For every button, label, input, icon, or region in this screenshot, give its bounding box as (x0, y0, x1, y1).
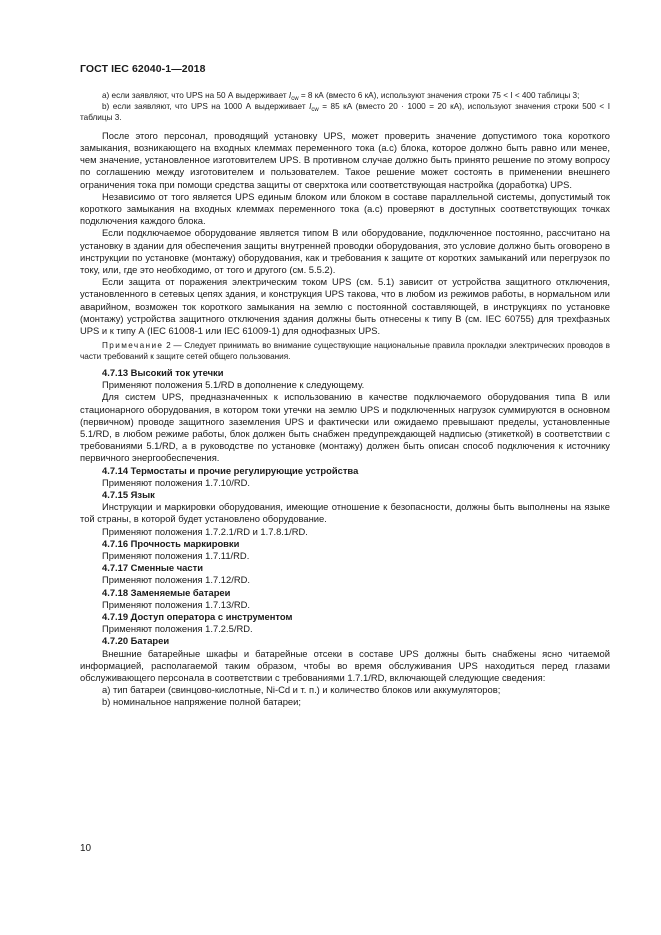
heading-4-7-18: 4.7.18 Заменяемые батареи (102, 586, 231, 598)
page-number: 10 (80, 843, 92, 854)
note-2: Примечание 2 — Следует принимать во внимание существующие национальные правила прокладки электрических проводов в части требований к защите сетей общего пользования. (80, 341, 610, 362)
note-label: Примечание (102, 341, 164, 351)
document-header: ГОСТ IEC 62040-1—2018 (80, 63, 206, 75)
text-4-7-16: Применяют положения 1.7.11/RD. (102, 550, 250, 562)
text-4-7-19: Применяют положения 1.7.2.5/RD. (102, 623, 253, 635)
page-body (80, 91, 610, 709)
example-b: b) если заявляют, что UPS на 1000 А выдерживает $I_{cw} = 85$ кА (вместо 20 · 1000 = 20 кА), используют значения строки 500 < I таблицы 3. (80, 101, 610, 122)
text-4-7-14: Применяют положения 1.7.10/RD. (102, 476, 250, 488)
heading-4-7-17: 4.7.17 Сменные части (102, 562, 203, 574)
text-4-7-15-body: Инструкции и маркировки оборудования, имеющие отношение к безопасности, должны быть выполнены на языке той страны, в которой будет установлено оборудование. (80, 501, 610, 525)
heading-4-7-16: 4.7.16 Прочность маркировки (102, 537, 240, 549)
list-item-battery-voltage: b) номинальное напряжение полной батареи; (102, 696, 301, 708)
list-item-battery-type: a) тип батареи (свинцово-кислотные, Ni-Cd и т. п.) и количество блоков или аккумуляторов; (102, 684, 501, 696)
paragraph-installer-check: После этого персонал, проводящий установку UPS, может проверить значение допустимого тока короткого замыкания, возникающего на входных клеммах переменного тока (a.c) блока, которое должно быть равно или менее, чем значение, установленное изготовителем UPS. В противном случае должно быть принято решение по этому вопросу по соглашению между изготовителем и пользователем. Такое решение может состоять в применении внешнего ограничения тока при помощи средства защиты от сверхтока или соответствующая настройка (доработка) UPS. (80, 129, 610, 190)
paragraph-rcd: Если защита от поражения электрическим током UPS (см. 5.1) зависит от устройства защитного отключения, установленного в сетевых цепях здания, и конструкция UPS такова, что в любом из режимов работы, в нормальном или аварийном, возможен ток короткого замыкания на землю с постоянной составляющей, в инструкциях по установке (монтажу) устройства защитного отключения здания должны быть отнесены к типу В (см. IEC 60755) для трехфазных UPS и к типу А (IEC 61008-1 или IEC 61009-1) для однофазных UPS. (80, 276, 610, 336)
paragraph-type-b: Если подключаемое оборудование является типом В или оборудование, подключенное постоянно, рассчитано на установку в здании для обеспечения защиты внутренней проводки оборудования, это условие должно быть оговорено в инструкции по установке (монтажу) оборудования, как и требования к защите от коротких замыканий или перегрузок по току, или, где это необходимо, от того и другого (см. 5.5.2). (80, 227, 610, 275)
text-4-7-13-intro: Применяют положения 5.1/RD в дополнение к следующему. (102, 379, 365, 391)
text-4-7-13-body: Для систем UPS, предназначенных к использованию в качестве подключаемого оборудования типа В или стационарного оборудования, в котором токи утечки на землю UPS и подключенных нагрузок суммируются в основном (первичном) проводе защитного заземления UPS и фактически или ожидаемо превышают пределы, установленные 5.1/RD, в любом режиме работы, блок должен быть снабжен предупреждающей надписью (этикеткой) в соответствии с требованиями 5.1/RD, а в руководстве по установке (монтажу) должен быть описан способ подключения к источнику первичного энергообеспечения. (80, 391, 610, 464)
paragraph-parallel-system: Независимо от того является UPS единым блоком или блоком в составе параллельной системы, допустимый ток короткого замыкания на входных клеммах переменного тока (a.c) проверяют в доступных соответствующих точках подключения каждого блока. (80, 190, 610, 227)
text-4-7-20-body: Внешние батарейные шкафы и батарейные отсеки в составе UPS должны быть снабжены ясно читаемой информацией, располагаемой таким образом, чтобы во время обслуживания UPS находиться перед глазами обслуживающего персонала в соответствии с требованиями 1.7.1/RD, включающей следующие сведения: (80, 647, 610, 684)
example-a: а) если заявляют, что UPS на 50 А выдерживает $I_{cw} = 8$ кА (вместо 6 кА), используют значения строки 75 < I < 400 таблицы 3; (102, 91, 580, 102)
heading-4-7-13: 4.7.13 Высокий ток утечки (102, 366, 224, 378)
text-4-7-18: Применяют положения 1.7.13/RD. (102, 598, 250, 610)
heading-4-7-15: 4.7.15 Язык (102, 489, 155, 501)
text-4-7-15-refs: Применяют положения 1.7.2.1/RD и 1.7.8.1/RD. (102, 525, 308, 537)
heading-4-7-19: 4.7.19 Доступ оператора с инструментом (102, 611, 293, 623)
text-4-7-17: Применяют положения 1.7.12/RD. (102, 574, 250, 586)
heading-4-7-14: 4.7.14 Термостаты и прочие регулирующие устройства (102, 464, 359, 476)
heading-4-7-20: 4.7.20 Батареи (102, 635, 170, 647)
